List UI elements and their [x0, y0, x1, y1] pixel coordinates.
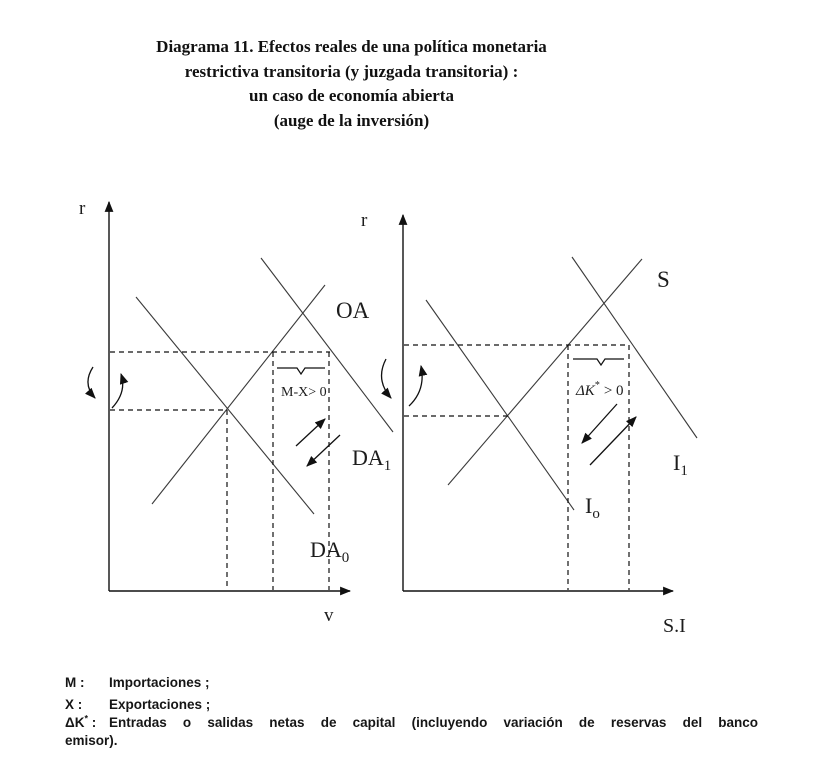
right-panel — [361, 210, 697, 637]
legend-def-capital: Entradas o salidas netas de capital (incluyendo variación de reservas del banco — [109, 715, 758, 730]
title-line-4: (auge de la inversión) — [273, 110, 430, 130]
title-line-3: un caso de economía abierta — [249, 86, 454, 105]
legend-term-m: M : — [65, 675, 85, 690]
capital-gap-label: ΔK* > 0 — [576, 380, 624, 399]
left-rate-rise-curved-arrow-icon — [112, 374, 123, 408]
legend-def-m: Importaciones ; — [109, 675, 210, 690]
trade-gap-brace — [277, 368, 325, 374]
da0-demand-curve — [136, 297, 314, 514]
saving-curve-label: S — [657, 267, 670, 292]
legend-term-capital: ΔK* : — [65, 713, 97, 730]
da1-curve-label: $DA_1$ — [352, 445, 392, 474]
asterisk-superscript: * — [84, 713, 88, 724]
capital-gap-brace — [573, 359, 624, 365]
oa-curve-label: OA — [336, 298, 370, 323]
left-panel — [79, 198, 393, 626]
da0-curve-label: $DA_0$ — [310, 537, 350, 566]
right-rate-rise-curved-arrow-icon — [409, 366, 422, 406]
trade-gap-label: M-X> 0 — [281, 385, 327, 400]
title-line-1: Diagrama 11. Efectos reales de una política monetaria — [156, 37, 547, 56]
left-shift-arrow-up-icon — [296, 419, 325, 446]
right-x-axis-label: S.I — [663, 615, 686, 637]
legend-term-x: X : — [65, 697, 83, 712]
title-line-2: restrictiva transitoria (y juzgada transitoria) : — [184, 61, 519, 81]
right-y-axis-label: r — [361, 210, 368, 231]
i1-curve-label: $I_1$ — [673, 450, 688, 479]
i1-investment-curve — [572, 257, 697, 438]
left-shift-arrow-down-icon — [307, 435, 340, 466]
legend-def-capital-continuation: emisor). — [65, 733, 118, 748]
left-x-axis-label: v — [324, 605, 334, 626]
da1-demand-curve — [261, 258, 393, 432]
legend-def-x: Exportaciones ; — [109, 697, 211, 712]
i0-investment-curve — [426, 300, 574, 510]
left-rate-fall-curved-arrow-icon — [88, 367, 95, 398]
i0-curve-label: $I_o$ — [585, 493, 600, 522]
right-rate-fall-curved-arrow-icon — [382, 359, 391, 398]
right-shift-arrow-down-icon — [582, 404, 617, 443]
left-y-axis-label: r — [79, 198, 86, 219]
